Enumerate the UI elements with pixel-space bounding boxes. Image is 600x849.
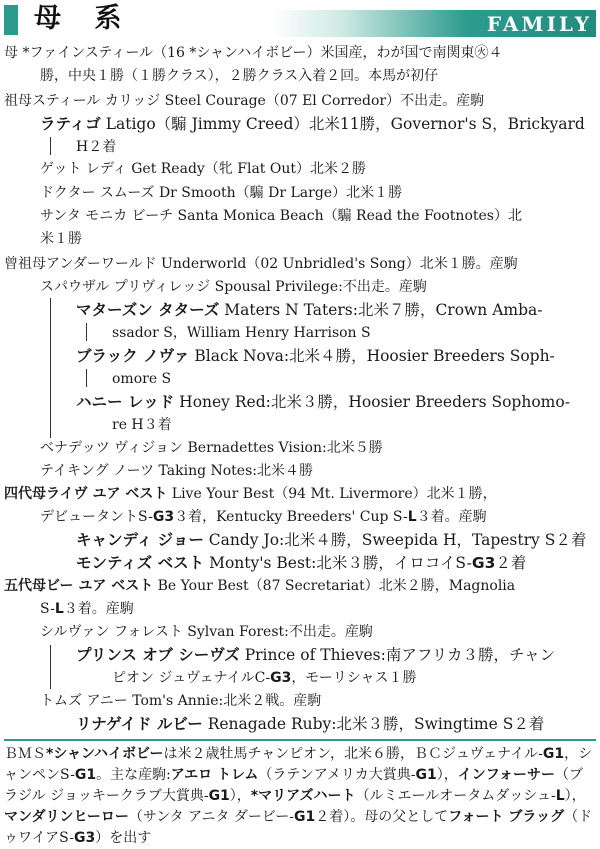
grand-offspring-line-cont	[112, 369, 171, 389]
offspring-line	[40, 277, 427, 297]
offspring-line-cont	[40, 229, 82, 249]
bold-text-segment: L	[407, 509, 417, 525]
text-segment: 勝，中央１勝（１勝クラス），２勝クラス入着２回。本馬が初仔	[40, 68, 439, 84]
bold-text-segment: L	[54, 601, 64, 617]
tree-connector	[50, 298, 51, 438]
text-segment: Monty's Best:北米３勝，イロコイS-	[204, 554, 472, 572]
bold-text-segment: G3	[270, 670, 292, 686]
bold-text-segment: ブラック ノヴァ	[76, 347, 190, 365]
tree-connector	[50, 137, 51, 155]
offspring-line	[40, 622, 373, 642]
text-segment: ゲット レディ Get Ready（牝 Flat Out）北米２勝	[40, 161, 366, 177]
grand-offspring-line	[76, 714, 544, 734]
text-segment: デビュータントS-	[40, 509, 153, 525]
text-segment: （サンタ アニタ ダービー-	[128, 809, 295, 825]
bold-text-segment: G3	[74, 830, 96, 846]
offspring-line	[40, 159, 366, 179]
grand-offspring-line	[76, 300, 543, 320]
text-segment: ssador S，William Henry Harrison S	[112, 325, 371, 341]
text-segment: omore S	[112, 371, 172, 387]
text-segment: ，モーリシャス１勝	[291, 670, 417, 686]
text-segment: 母 *ファインスティール（16 *シャンハイボビー）米国産，わが国で南関東㊋４	[4, 45, 503, 61]
text-segment: Be Your Best（87 Secretariat）北米２勝，Magnolia	[153, 578, 516, 594]
bold-text-segment: ラティゴ	[40, 115, 101, 133]
text-segment: ２着）。母の父として	[315, 809, 449, 825]
bold-text-segment: モンティズ ベスト	[76, 554, 205, 572]
offspring-line	[76, 530, 586, 550]
text-segment: re H３着	[112, 417, 172, 433]
tree-connector	[86, 369, 87, 387]
fourth-dam-line-cont	[40, 507, 487, 527]
fifth-dam-line	[4, 576, 515, 596]
text-segment: （ラテンアメリカ大賞典-	[258, 767, 416, 783]
text-segment: ３着，Kentucky Breeders' Cup S-	[174, 509, 408, 525]
grand-offspring-line-cont	[112, 323, 371, 343]
text-segment: Live Your Best（94 Mt. Livermore）北米１勝，	[167, 486, 497, 502]
offspring-line	[40, 183, 402, 203]
bold-text-segment: G3	[152, 509, 175, 525]
text-segment: Black Nova:北米４勝，Hoosier Breeders Soph-	[189, 347, 555, 365]
text-segment: Renagade Ruby:北米３勝，Swingtime S２着	[202, 715, 545, 733]
text-segment: Honey Red:北米３勝，Hoosier Breeders Sophomo-	[174, 393, 570, 411]
text-segment: シルヴァン フォレスト Sylvan Forest:不出走。産駒	[40, 624, 373, 640]
fifth-dam-line-cont	[40, 599, 134, 619]
text-segment: S-	[40, 601, 55, 617]
text-segment: （ドゥワイアS-	[4, 809, 593, 846]
granddam-line	[4, 91, 484, 111]
bold-text-segment: マターズン タターズ	[76, 301, 220, 319]
section-title: 母 系	[34, 3, 134, 34]
grand-offspring-line	[76, 392, 570, 412]
text-segment: ３着。産駒	[416, 509, 487, 525]
tree-connector	[50, 645, 51, 689]
text-segment: ベナデッツ ヴィジョン Bernadettes Vision:北米５勝	[40, 440, 383, 456]
bold-text-segment: *シャンハイボビー	[46, 746, 164, 762]
fourth-dam-line	[4, 484, 497, 504]
text-segment: Prince of Thieves:南アフリカ３勝，チャン	[239, 646, 556, 664]
text-segment: Maters N Taters:北米７勝，Crown Amba-	[219, 301, 543, 319]
dam-line	[4, 43, 503, 63]
bold-text-segment: G1	[415, 767, 437, 783]
text-segment: （ルミエールオータムダッシュ-	[355, 788, 556, 804]
text-segment: 祖母スティール カリッジ Steel Courage（07 El Corredor）不出走。産駒	[4, 93, 485, 109]
text-segment: ，シャンペンS-	[4, 746, 593, 783]
text-segment: Candy Jo:北米４勝，Sweepida H，Tapestry S２着	[203, 531, 587, 549]
bold-text-segment: プリンス オブ シーヴズ	[76, 646, 240, 664]
bold-text-segment: ハニー レッド	[76, 393, 175, 411]
text-segment: （ブラジル ジョッキークラブ大賞典-	[4, 767, 584, 804]
text-segment: 米１勝	[40, 231, 82, 247]
bold-text-segment: G3	[471, 554, 496, 572]
third-dam-line	[4, 254, 518, 274]
text-segment: スパウザル プリヴィレッジ Spousal Privilege:不出走。産駒	[40, 279, 427, 295]
text-segment: 。主な産駒:	[96, 767, 171, 783]
section-divider	[4, 739, 596, 741]
bold-text-segment: インフォーサー	[457, 767, 556, 783]
bold-text-segment: アエロ トレム	[170, 767, 259, 783]
bms-paragraph	[4, 744, 596, 849]
tree-connector	[86, 323, 87, 341]
bold-text-segment: 四代母ライヴ ユア ベスト	[4, 486, 168, 502]
bold-text-segment: G1	[294, 809, 316, 825]
text-segment: Latigo（騸 Jimmy Creed）北米11勝，Governor's S，Brickyard	[100, 115, 585, 133]
text-segment: ）を出す	[95, 830, 152, 846]
grand-offspring-line	[76, 346, 555, 366]
text-segment: サンタ モニカ ビーチ Santa Monica Beach（騸 Read the Footnotes）北	[40, 208, 522, 224]
bold-text-segment: キャンディ ジョー	[76, 531, 204, 549]
offspring-line	[40, 461, 313, 481]
bold-text-segment: G1	[208, 788, 230, 804]
text-segment: ），	[229, 788, 251, 804]
text-segment: ），	[436, 767, 458, 783]
bold-text-segment: G1	[74, 767, 97, 783]
text-segment: ），	[564, 788, 586, 804]
text-segment: は米２歳牡馬チャンピオン，北米６勝，ＢＣジュヴェナイル-	[163, 746, 543, 762]
offspring-line	[76, 553, 526, 573]
header-accent-bar	[4, 5, 18, 35]
text-segment: ピオン ジュヴェナイルC-	[112, 670, 271, 686]
grand-offspring-line-cont	[112, 415, 172, 435]
bold-text-segment: G1	[542, 746, 565, 762]
text-segment: テイキング ノーツ Taking Notes:北米４勝	[40, 463, 313, 479]
bold-text-segment: 五代母ビー ユア ベスト	[4, 578, 154, 594]
section-header	[0, 0, 600, 38]
text-segment: ３着。産駒	[63, 601, 134, 617]
text-segment: H２着	[76, 139, 117, 155]
text-segment: トムズ アニー Tom's Annie:北米２戦。産駒	[40, 693, 322, 709]
text-segment: ＢＭＳ	[4, 746, 46, 762]
bold-text-segment: *マリアズハート	[250, 788, 356, 804]
text-segment: ドクター スムーズ Dr Smooth（騸 Dr Large）北米１勝	[40, 185, 403, 201]
offspring-line-cont	[76, 137, 116, 157]
offspring-line	[40, 691, 321, 711]
section-label: FAMILY	[486, 12, 592, 36]
offspring-line	[40, 114, 585, 134]
bold-text-segment: リナゲイド ルビー	[76, 715, 203, 733]
bold-text-segment: フォート ブラッグ	[448, 809, 565, 825]
offspring-line	[40, 206, 522, 226]
bold-text-segment: マンダリンヒーロー	[4, 809, 129, 825]
grand-offspring-line	[76, 645, 555, 665]
text-segment: 曾祖母アンダーワールド Underworld（02 Unbridled's Song）北米１勝。産駒	[4, 256, 518, 272]
dam-line-cont	[40, 66, 438, 86]
text-segment: ２着	[495, 554, 527, 572]
grand-offspring-line-cont	[112, 668, 416, 688]
bold-text-segment: L	[555, 788, 565, 804]
offspring-line	[40, 438, 383, 458]
